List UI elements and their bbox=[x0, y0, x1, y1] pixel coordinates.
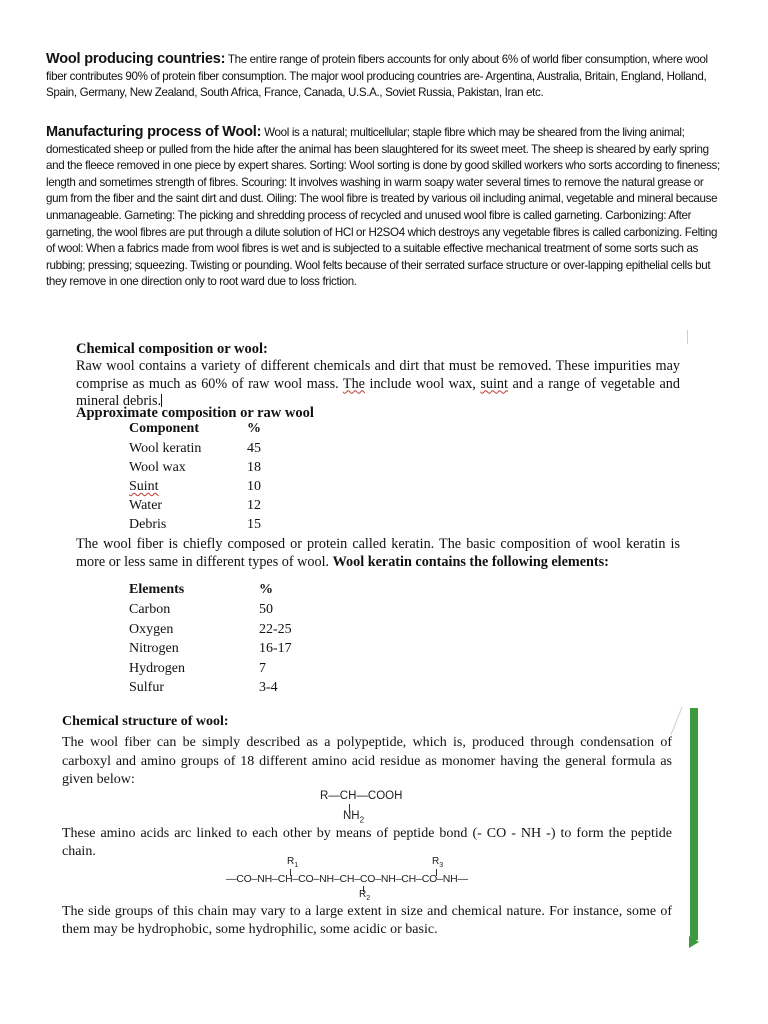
section-body: The entire range of protein fibers accounts for only about 6% of world fiber consumption, where wool fiber contributes 90% of protein fiber consumption. The major wool producing countries are- Argentina, Australia, Britain, England, Holland, Spain, Germany, New Zealand, South Africa, France, Canada, U.S.A., Soviet Russia, Pakistan, Iran etc. bbox=[46, 53, 708, 100]
green-accent-bar bbox=[690, 708, 698, 940]
spellcheck-word: suint bbox=[480, 375, 508, 392]
manufacturing-process-paragraph bbox=[46, 124, 724, 291]
r2-label: $R_2$ bbox=[359, 889, 371, 902]
wool-producing-countries-paragraph bbox=[46, 51, 724, 102]
section-heading: Manufacturing process of Wool: bbox=[46, 124, 262, 140]
chemical-composition-paragraph: Raw wool contains a variety of different chemicals and dirt that must be removed. These impurities may comprise as much as 60% of raw wool mass. The include wool wax, suint and a range of vegetable and mineral debris. bbox=[76, 358, 680, 409]
scan-edge-line bbox=[670, 707, 682, 735]
peptide-chain: —CO–NH–CH–CO–NH–CH–CO–NH–CH–CO–NH— bbox=[226, 873, 468, 885]
r1-label: $R_1$ bbox=[287, 856, 299, 869]
section-body: Wool is a natural; multicellular; staple fibre which may be sheared from the living animal; domesticated sheep or pulled from the hide after the animal has been slaughtered for its sweet meet. The sheep is sheared by early spring and the fleece removed in one piece by expert shares. Sorting: Wool sorting is done by good skilled workers who sorts according to fineness; length and sometimes strength of fibres. Scouring: It involves washing in warm soapy water several times to remove the natural grease or gum from the fiber and the saint dirt and dust. Oiling: The wool fibre is treated by various oil including animal, vegetable and mineral because unmanageable. Garneting: The picking and shredding process of recycled and unused wool fibre is called garneting. Carbonizing: After garneting, the wool fibres are put through a dilute solution of HCl or H2SO4 which destroys any vegetable fibres is called carbonizing. Felting of wool: When a fabrics made from wool fibres is wet and is subjected to a suitable effective mechanical treatment of some sorts such as rubbing; pressing; squeezing. Twisting or pounding. Wool felts because of their serrated surface structure or over-lapping epithelial cells but they remove in one direction only to root ward due to loss friction. bbox=[46, 126, 720, 289]
amino-acid-formula: R—CH—COOH bbox=[320, 790, 403, 802]
approx-composition-heading: Approximate composition or raw wool bbox=[76, 405, 314, 421]
elements-table: Elements % Carbon 50 Oxygen 22-25 Nitrogen 16-17 Hydrogen 7 Sulfur 3-4 bbox=[129, 582, 292, 695]
keratin-paragraph: The wool fiber is chiefly composed or protein called keratin. The basic composition of wool keratin is more or less same in different types of wool. Wool keratin contains the following elements: bbox=[76, 536, 680, 570]
side-groups-paragraph: The side groups of this chain may vary to a large extent in size and chemical nature. For instance, some of them may be hydrophobic, some hydrophilic, some acidic or basic. bbox=[62, 904, 672, 937]
chemical-structure-heading: Chemical structure of wool: bbox=[62, 714, 229, 729]
r3-label: $R_3$ bbox=[432, 856, 444, 869]
green-accent-arrow bbox=[689, 936, 699, 948]
section-heading: Wool producing countries: bbox=[46, 51, 226, 67]
chemical-composition-heading: Chemical composition or wool: bbox=[76, 341, 268, 357]
amino-group: $NH_2$ bbox=[343, 810, 365, 825]
spellcheck-word: The bbox=[342, 375, 365, 392]
chemical-structure-paragraph: The wool fiber can be simply described as a polypeptide, which is, produced through condensation of carboxyl and amino groups of 18 different amino acid residue as monomer having the general formula as given below: bbox=[62, 735, 672, 787]
scan-edge-line bbox=[687, 330, 688, 344]
peptide-bond-paragraph: These amino acids arc linked to each other by means of peptide bond (- CO - NH -) to form the peptide chain. bbox=[62, 826, 672, 859]
composition-table: Component % Wool keratin 45 Wool wax 18 Suint 10 Water 12 Debris 15 bbox=[129, 421, 261, 532]
